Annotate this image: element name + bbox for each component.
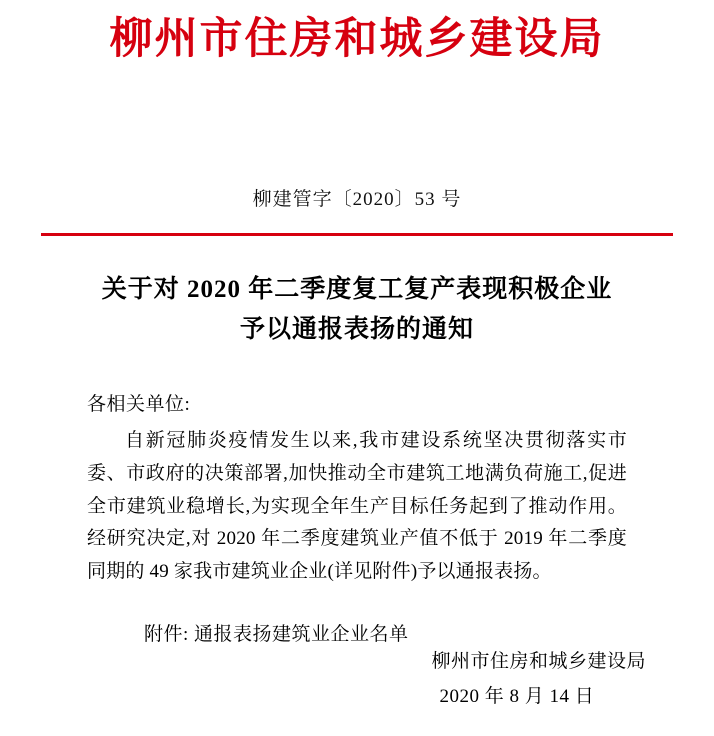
issuing-authority-title: 柳州市住房和城乡建设局 [109, 16, 605, 63]
document-body [87, 389, 627, 652]
body-paragraph: 自新冠肺炎疫情发生以来,我市建设系统坚决贯彻落实市委、市政府的决策部署,加快推动全市建筑工地满负荷施工,促进全市建筑业稳增长,为实现全年生产目标任务起到了推动作用。经研究决定,对 2020 年二季度建筑业产值不低于 2019 年二季度同期的 49 家我市建筑业企业(详见附件)予以通报表扬。 [87, 430, 627, 582]
salutation: 各相关单位: [87, 393, 191, 415]
attachment-line: 附件: 通报表扬建筑业企业名单 [144, 623, 409, 645]
page-title-line-1: 关于对 2020 年二季度复工复产表现积极企业 [101, 275, 613, 303]
document-number: 柳建管字〔2020〕53 号 [252, 188, 462, 210]
signature-date: 2020 年 8 月 14 日 [439, 685, 595, 707]
page-title [77, 270, 637, 351]
masthead [0, 0, 714, 66]
signature-block [431, 644, 646, 714]
signature-organization: 柳州市住房和城乡建设局 [431, 650, 646, 672]
document-number-row [0, 184, 714, 211]
red-divider-rule [41, 233, 673, 236]
page-title-line-2: 予以通报表扬的通知 [239, 316, 474, 344]
